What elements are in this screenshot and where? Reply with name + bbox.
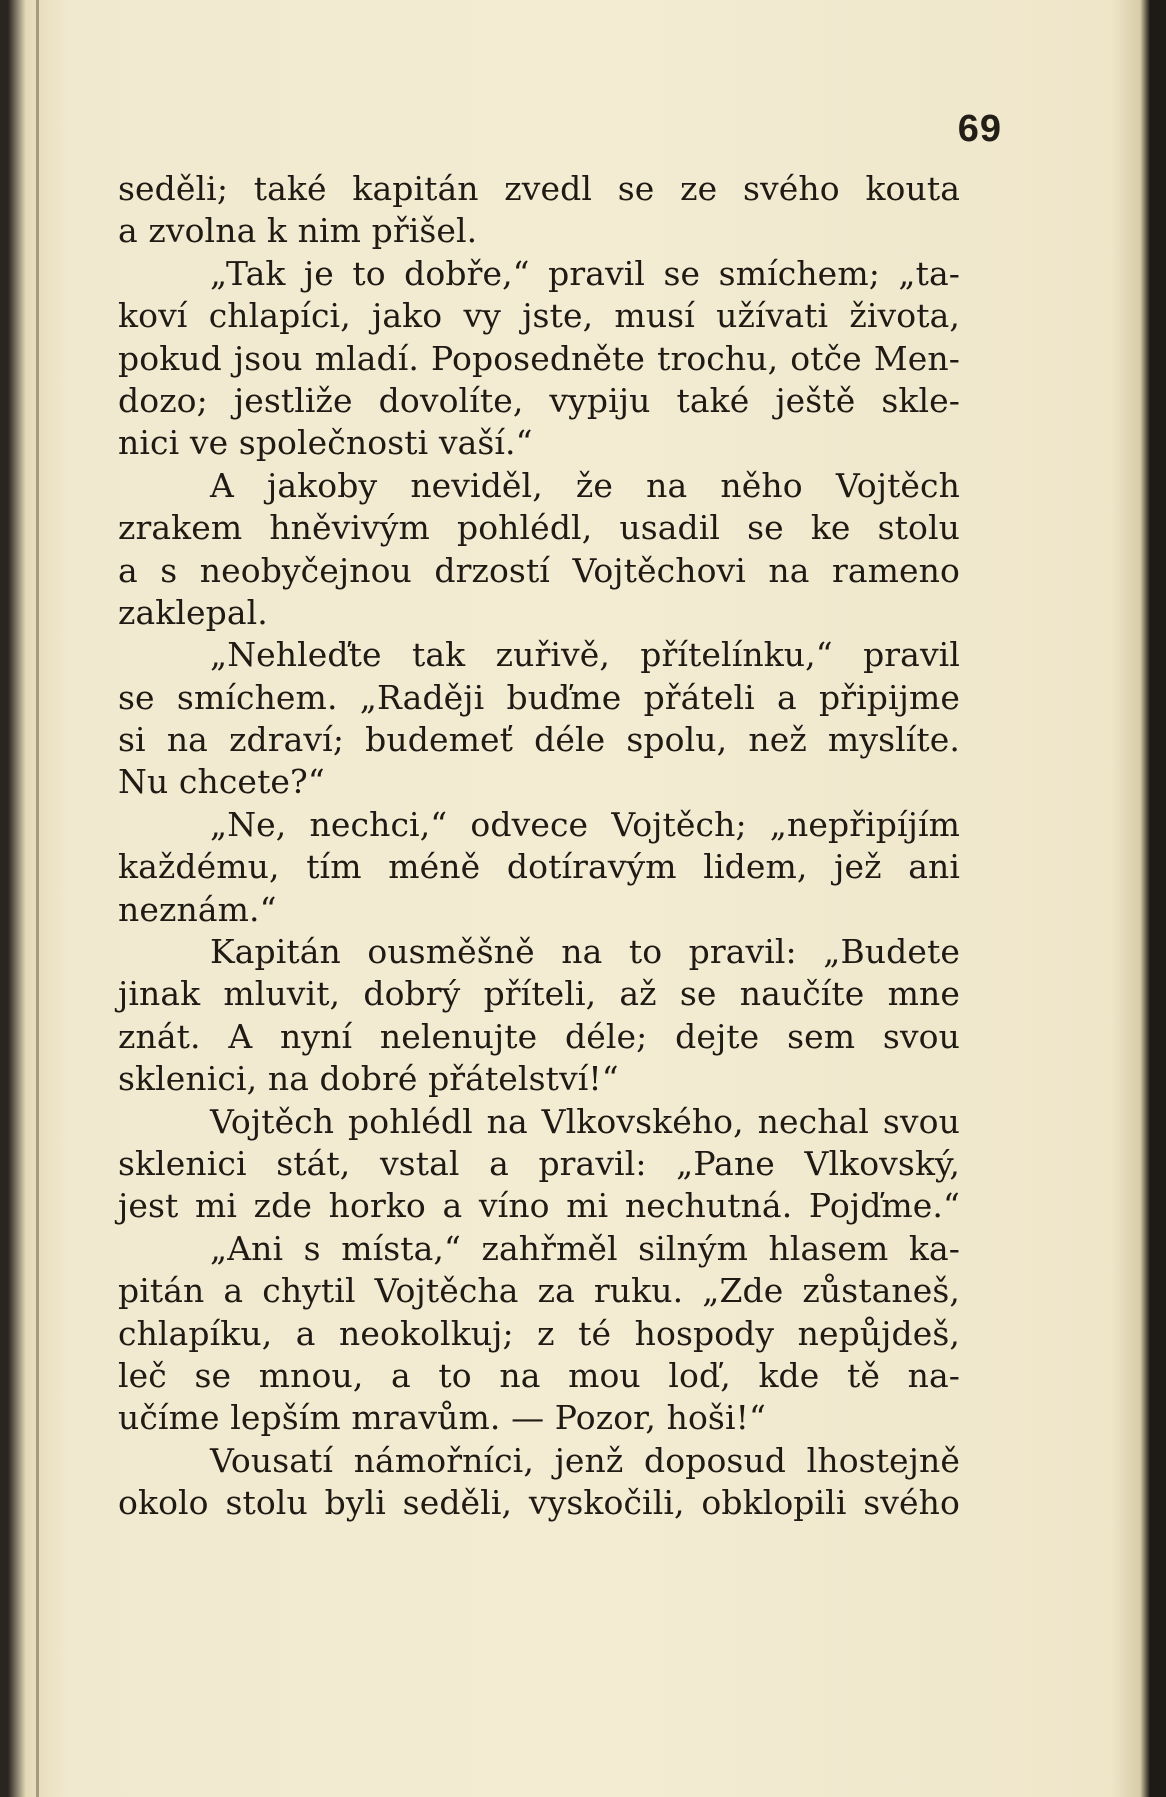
text-line: Vojtěch pohlédl na Vlkovského, nechal svou — [210, 1101, 960, 1141]
text-line: dozo; jestliže dovolíte, vypiju také ještě skle- — [118, 380, 960, 420]
text-line: zrakem hněvivým pohlédl, usadil se ke stolu — [118, 508, 960, 548]
text-line: sklenici stát, vstal a pravil: „Pane Vlkovský, — [118, 1143, 960, 1183]
text-line: pitán a chytil Vojtěcha za ruku. „Zde zůstaneš, — [118, 1271, 960, 1311]
text-line: jinak mluvit, dobrý příteli, až se naučíte mne — [118, 974, 960, 1014]
text-line: „Ne, nechci,“ odvece Vojtěch; „nepřipíjím — [210, 804, 960, 844]
text-line: okolo stolu byli seděli, vyskočili, obklopili svého — [118, 1483, 960, 1523]
text-line: zaklepal. — [118, 592, 268, 632]
text-line: si na zdraví; budemeť déle spolu, než myslíte. — [118, 720, 960, 760]
page-binding-edge — [36, 0, 39, 1797]
text-line: „Ani s místa,“ zahřměl silným hlasem ka- — [210, 1228, 960, 1268]
text-line: seděli; také kapitán zvedl se ze svého kouta — [118, 169, 960, 208]
text-line: koví chlapíci, jako vy jste, musí užívati života, — [118, 296, 960, 336]
text-line: sklenici, na dobré přátelství!“ — [118, 1059, 619, 1099]
text-line: znát. A nyní nelenujte déle; dejte sem svou — [118, 1016, 960, 1056]
text-line: se smíchem. „Raději buďme přáteli a připijme — [118, 677, 960, 717]
text-line: leč se mnou, a to na mou loď, kde tě na- — [118, 1355, 960, 1395]
text-line: chlapíku, a neokolkuj; z té hospody nepůjdeš, — [118, 1313, 960, 1353]
text-line: „Tak je to dobře,“ pravil se smíchem; „ta- — [210, 253, 960, 293]
text-line: Vousatí námořníci, jenž doposud lhostejně — [210, 1440, 960, 1480]
text-line: nici ve společnosti vaší.“ — [118, 423, 533, 463]
text-line: „Nehleďte tak zuřivě, přítelínku,“ pravil — [210, 635, 960, 675]
text-line: a s neobyčejnou drzostí Vojtěchovi na rameno — [118, 550, 960, 590]
text-line: a zvolna k nim přišel. — [118, 211, 478, 251]
body-text — [118, 168, 960, 1525]
text-line: každému, tím méně dotíravým lidem, jež ani — [118, 847, 960, 887]
text-line: neznám.“ — [118, 889, 277, 929]
text-line: A jakoby neviděl, že na něho Vojtěch — [210, 465, 960, 505]
text-line: Kapitán ousměšně na to pravil: „Budete — [210, 932, 960, 972]
text-line: jest mi zde horko a víno mi nechutná. Pojďme.“ — [118, 1186, 960, 1226]
page-number: 69 — [957, 108, 1002, 150]
text-line: pokud jsou mladí. Poposedněte trochu, otče Men- — [118, 338, 960, 378]
text-line: Nu chcete?“ — [118, 762, 325, 802]
text-line: učíme lepším mravům. — Pozor, hoši!“ — [118, 1398, 766, 1438]
